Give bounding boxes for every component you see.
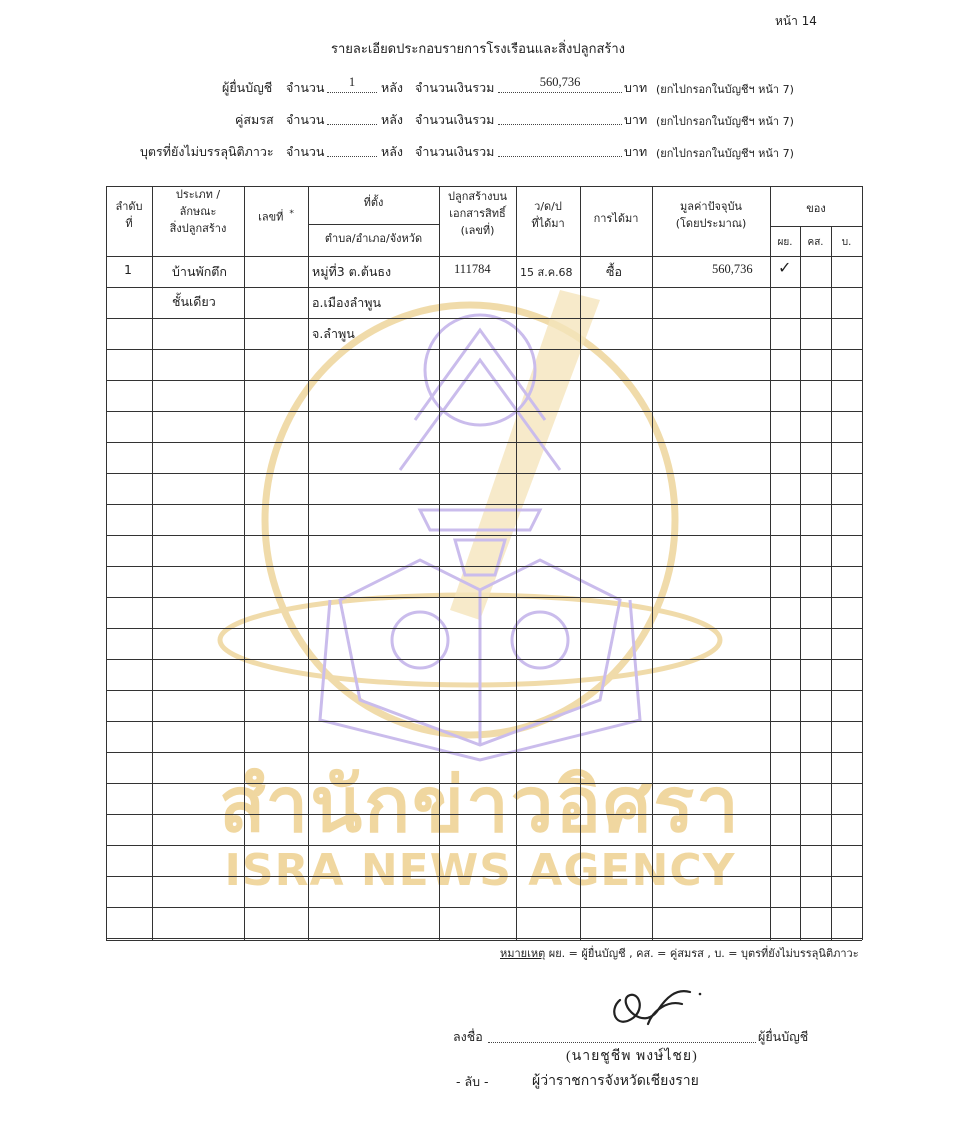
cell-location: หมู่ที่3 ต.ต้นธง (312, 264, 392, 279)
summary-total-label: จำนวนเงินรวม (415, 80, 495, 95)
summary-unit: หลัง (381, 144, 404, 159)
header-type: ประเภท / ลักษณะ สิ่งปลูกสร้าง (169, 188, 227, 235)
sign-role: ผู้ยื่นบัญชี (758, 1029, 809, 1044)
header-owner: ของ (806, 202, 826, 215)
header-location-sub: ตำบล/อำเภอ/จังหวัด (324, 232, 423, 245)
cell-seq: 1 (124, 262, 132, 277)
summary-count-label: จำนวน (286, 80, 325, 95)
summary-total-label: จำนวนเงินรวม (415, 112, 495, 127)
summary-count-label: จำนวน (286, 144, 325, 159)
header-acquired: การได้มา (593, 212, 639, 225)
check-mark-icon: ✓ (778, 258, 792, 277)
cell-date: 15 ส.ค.68 (520, 266, 573, 279)
watermark-thai-text: สำนักข่าวอิศรา (219, 760, 741, 849)
summary-note: (ยกไปกรอกในบัญชีฯ หน้า 7) (656, 147, 794, 160)
header-number-asterisk: * (289, 208, 294, 219)
summary-total-label: จำนวนเงินรวม (415, 144, 495, 159)
header-value: มูลค่าปัจจุบัน (โดยประมาณ) (675, 200, 747, 230)
cell-deed: 111784 (454, 262, 491, 276)
remark-label: หมายเหตุ (500, 947, 546, 960)
cell-type: ชั้นเดียว (172, 294, 216, 309)
summary-total-value: 560,736 (539, 75, 581, 89)
signer-position: ผู้ว่าราชการจังหวัดเชียงราย (532, 1074, 699, 1089)
page-number: หน้า 14 (775, 14, 817, 28)
remark (500, 944, 859, 962)
summary-currency: บาท (624, 144, 648, 159)
header-location: ที่ตั้ง (363, 196, 384, 209)
remark-text: ผย. = ผู้ยื่นบัญชี , คส. = คู่สมรส , บ. = บุตรที่ยังไม่บรรลุนิติภาวะ (548, 947, 859, 960)
summary-person: บุตรที่ยังไม่บรรลุนิติภาวะ (140, 144, 274, 159)
watermark-english-text: ISRA NEWS AGENCY (224, 845, 736, 896)
summary-count-label: จำนวน (286, 112, 325, 127)
sign-label: ลงชื่อ (453, 1029, 483, 1044)
header-owner-spouse: คส. (807, 237, 824, 248)
summary-note: (ยกไปกรอกในบัญชีฯ หน้า 7) (656, 83, 794, 96)
header-number: เลขที่ * (258, 208, 294, 224)
cell-location: จ.ลำพูน (312, 326, 355, 341)
cell-location: อ.เมืองลำพูน (312, 295, 382, 310)
cell-type: บ้านพักตึก (172, 264, 227, 279)
stamp-label: - ลับ - (456, 1074, 489, 1089)
summary-person: ผู้ยื่นบัญชี (222, 80, 273, 95)
cell-acquired: ซื้อ (606, 264, 622, 279)
cell-value: 560,736 (712, 262, 753, 276)
header-deed: ปลูกสร้างบน เอกสารสิทธิ์ (เลขที่) (447, 190, 508, 237)
header-date: ว/ด/ป ที่ได้มา (531, 200, 565, 230)
summary-count-value: 1 (348, 75, 356, 89)
header-seq: ลำดับ ที่ (115, 200, 143, 230)
signer-name: (นายชูชีพ พงษ์ไชย) (566, 1049, 698, 1064)
summary-note: (ยกไปกรอกในบัญชีฯ หน้า 7) (656, 115, 794, 128)
summary-currency: บาท (624, 112, 648, 127)
summary-currency: บาท (624, 80, 648, 95)
summary-unit: หลัง (381, 112, 404, 127)
summary-unit: หลัง (381, 80, 404, 95)
header-owner-declarant: ผย. (777, 237, 793, 248)
document-title: รายละเอียดประกอบรายการโรงเรือนและสิ่งปลูกสร้าง (330, 42, 626, 57)
header-owner-child: บ. (841, 237, 852, 248)
summary-person: คู่สมรส (235, 112, 274, 127)
